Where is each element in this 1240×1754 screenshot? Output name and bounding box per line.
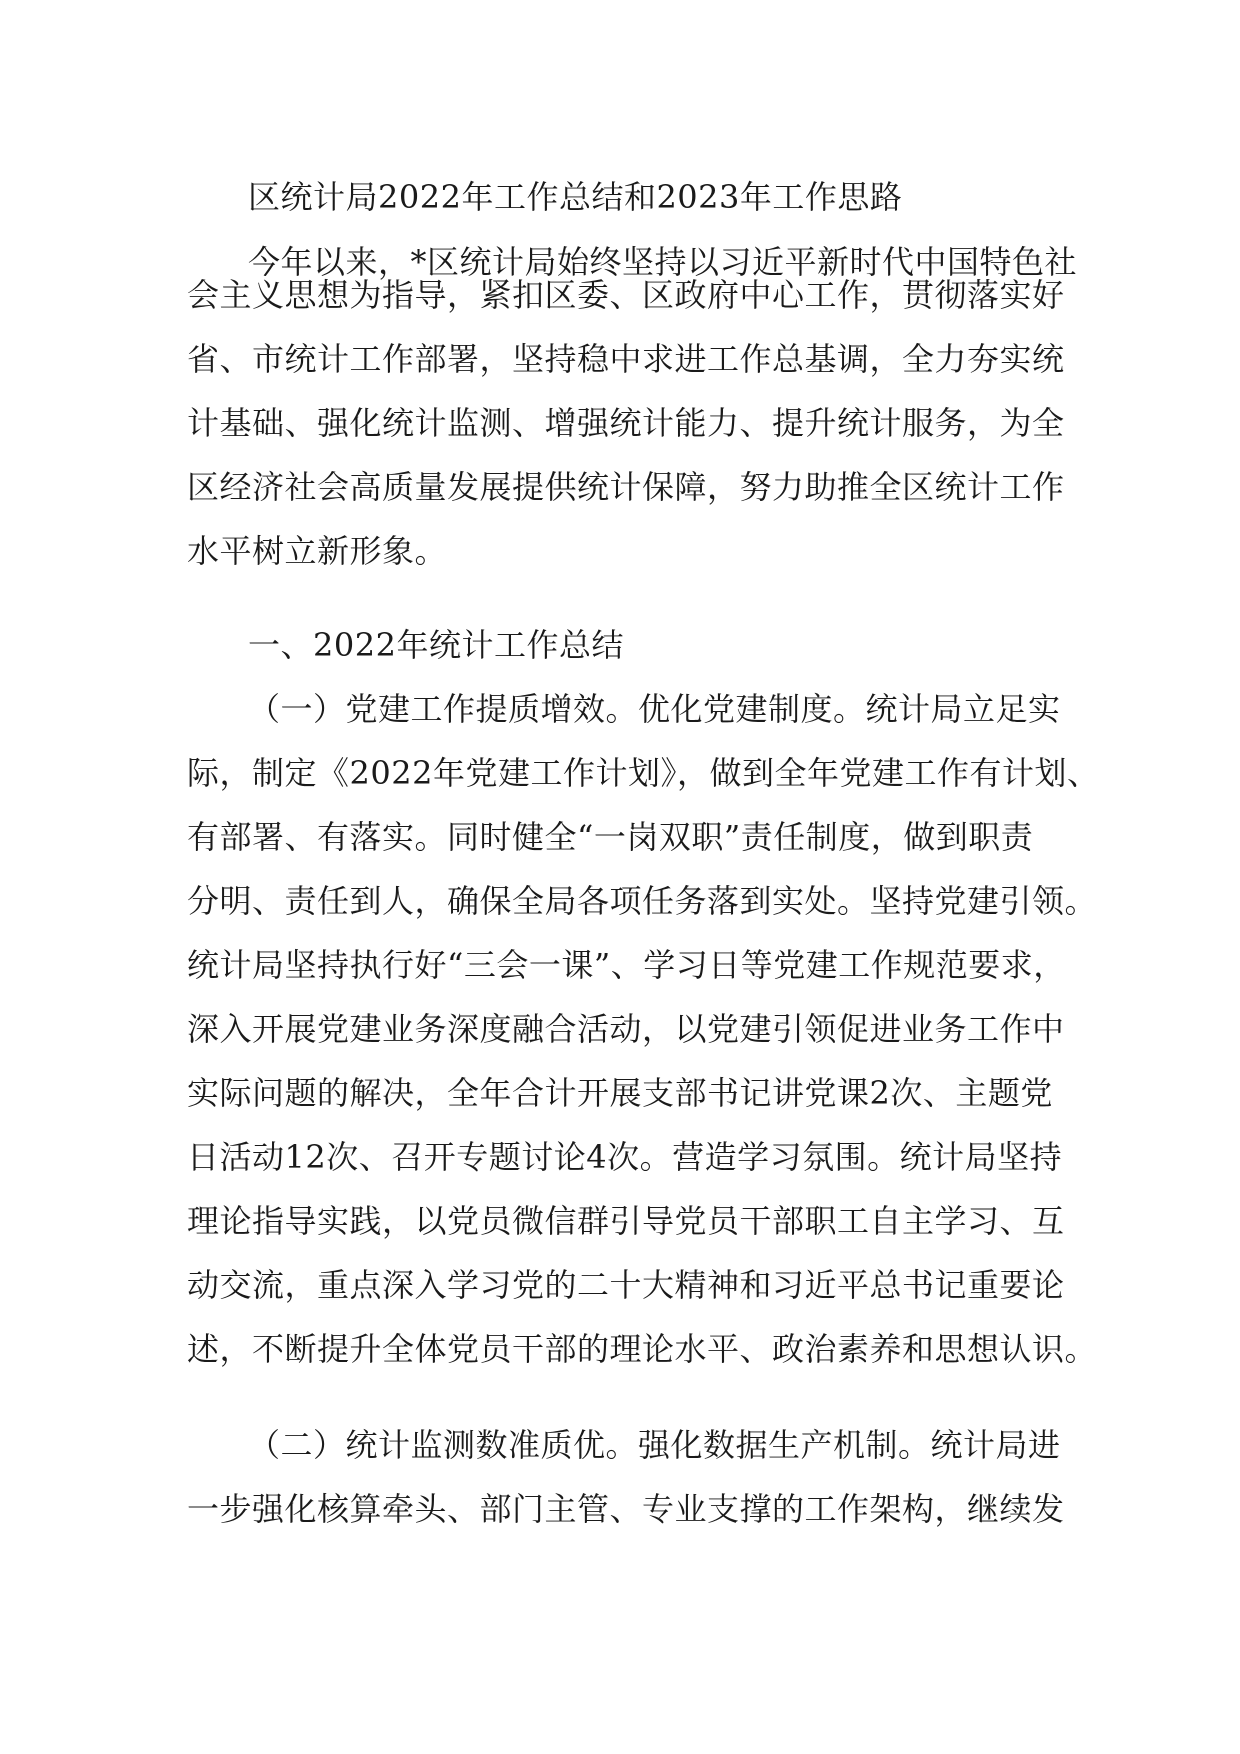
- section1-1-line-9: 理论指导实践，以党员微信群引导党员干部职工自主学习、互: [187, 1202, 1065, 1240]
- section1-1-line-7: 实际问题的解决，全年合计开展支部书记讲党课2次、主题党: [187, 1074, 1053, 1112]
- document-title: 区统计局2022年工作总结和2023年工作思路: [248, 178, 903, 216]
- intro-line-6: 水平树立新形象。: [187, 532, 448, 570]
- section1-1-line-11: 述，不断提升全体党员干部的理论水平、政治素养和思想认识。: [187, 1330, 1098, 1368]
- section1-1-line-3: 有部署、有落实。同时健全“一岗双职”责任制度，做到职责: [187, 818, 1034, 856]
- section-heading: 一、2022年统计工作总结: [248, 626, 624, 664]
- section1-1-line-4: 分明、责任到人，确保全局各项任务落到实处。坚持党建引领。: [187, 882, 1098, 920]
- intro-line-5: 区经济社会高质量发展提供统计保障，努力助推全区统计工作: [187, 468, 1065, 506]
- section1-1-line-10: 动交流，重点深入学习党的二十大精神和习近平总书记重要论: [187, 1266, 1065, 1304]
- intro-line-3: 省、市统计工作部署，坚持稳中求进工作总基调，全力夯实统: [187, 340, 1065, 378]
- intro-line-1: 今年以来，*区统计局始终坚持以习近平新时代中国特色社: [248, 243, 1078, 281]
- section1-1-line-1: （一）党建工作提质增效。优化党建制度。统计局立足实: [248, 690, 1061, 728]
- section1-1-line-6: 深入开展党建业务深度融合活动，以党建引领促进业务工作中: [187, 1010, 1065, 1048]
- section1-1-line-2: 际，制定《2022年党建工作计划》，做到全年党建工作有计划、: [187, 754, 1100, 792]
- intro-line-2: 会主义思想为指导，紧扣区委、区政府中心工作，贯彻落实好: [187, 276, 1065, 314]
- section1-1-line-5: 统计局坚持执行好“三会一课”、学习日等党建工作规范要求，: [187, 946, 1066, 984]
- intro-line-4: 计基础、强化统计监测、增强统计能力、提升统计服务，为全: [187, 404, 1065, 442]
- section1-1-line-8: 日活动12次、召开专题讨论4次。营造学习氛围。统计局坚持: [187, 1138, 1063, 1176]
- section1-2-line-1: （二）统计监测数准质优。强化数据生产机制。统计局进: [248, 1426, 1061, 1464]
- section1-2-line-2: 一步强化核算牵头、部门主管、专业支撑的工作架构，继续发: [187, 1490, 1065, 1528]
